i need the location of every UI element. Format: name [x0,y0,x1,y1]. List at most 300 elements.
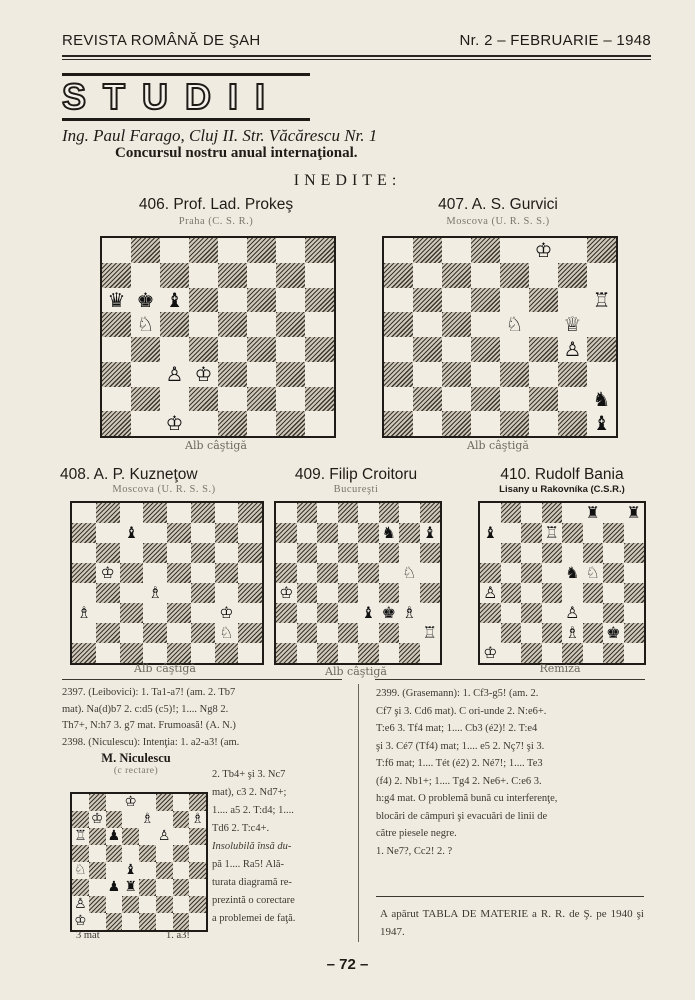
correction-caption-right: 1. a3! [166,930,190,941]
journal-title: REVISTA ROMÂNĂ DE ŞAH [62,32,261,49]
white-knight-g2: ♘ [215,623,239,643]
light-square [167,503,191,523]
light-square [317,623,338,643]
dark-square [384,362,413,387]
light-square [156,879,173,896]
dark-square [338,623,359,643]
light-square [102,337,131,362]
black-knight-f7: ♞ [379,523,400,543]
light-square [562,543,583,563]
dark-square [603,523,624,543]
dark-square [89,794,106,811]
dark-square [379,623,400,643]
dark-square [413,238,442,263]
dark-square [156,862,173,879]
dark-square [529,387,558,412]
light-square [143,523,167,543]
dark-square [191,543,215,563]
light-square [120,623,144,643]
dark-square [583,623,604,643]
black-rook-f8: ♜ [583,503,604,523]
light-square [501,603,522,623]
dark-square [500,411,529,436]
study-409-caption: Alb câştigă [325,665,387,678]
dark-square [238,583,262,603]
chess-board-410 [478,501,646,665]
dark-square [131,337,160,362]
light-square [583,643,604,663]
light-square [173,794,190,811]
light-square [471,312,500,337]
dark-square [96,583,120,603]
right-rule [375,679,645,680]
light-square [338,523,359,543]
dark-square [317,563,338,583]
dark-square [106,811,123,828]
dark-square [247,288,276,313]
light-square [238,603,262,623]
white-pawn-a2: ♙ [72,896,89,913]
chess-board-407 [382,236,618,438]
correction-caption-left: 3 mat [76,930,100,941]
light-square [529,411,558,436]
white-rook-h2: ♖ [420,623,441,643]
dark-square [218,312,247,337]
dark-square [603,563,624,583]
dark-square [603,643,624,663]
white-king-b7: ♔ [89,811,106,828]
dark-square [305,238,334,263]
white-king-a4: ♔ [276,583,297,603]
dark-square [338,503,359,523]
dark-square [297,583,318,603]
black-bishop-c7: ♝ [120,523,144,543]
light-square [384,238,413,263]
dark-square [420,543,441,563]
light-square [501,523,522,543]
black-knight-h2: ♞ [587,387,616,412]
dark-square [276,643,297,663]
light-square [500,337,529,362]
dark-square [384,411,413,436]
study-407-title: 407. A. S. Gurvici [438,196,558,213]
light-square [89,845,106,862]
light-square [624,603,645,623]
light-square [189,411,218,436]
white-knight-g5: ♘ [399,563,420,583]
dark-square [562,643,583,663]
light-square [542,603,563,623]
black-knight-e5: ♞ [562,563,583,583]
dark-square [338,543,359,563]
dark-square [72,811,89,828]
dark-square [189,862,206,879]
light-square [624,563,645,583]
dark-square [420,503,441,523]
white-bishop-e7: ♗ [139,811,156,828]
dark-square [500,263,529,288]
light-square [442,288,471,313]
dark-square [558,263,587,288]
dark-square [317,603,338,623]
dark-square [501,583,522,603]
light-square [384,337,413,362]
light-square [276,543,297,563]
dark-square [603,603,624,623]
light-square [167,623,191,643]
light-square [379,643,400,663]
light-square [384,288,413,313]
dark-square [156,896,173,913]
white-bishop-g3: ♗ [399,603,420,623]
white-king-a1: ♔ [72,913,89,930]
light-square [139,828,156,845]
light-square [317,583,338,603]
dark-square [358,643,379,663]
light-square [603,583,624,603]
dark-square [471,288,500,313]
light-square [399,503,420,523]
dark-square [501,503,522,523]
table-of-contents-notice: A apărut TABLA DE MATERIE a R. R. de Ş. pe 1940 şi 1947. [380,908,644,938]
light-square [106,862,123,879]
dark-square [297,503,318,523]
solution-line: 2399. (Grasemann): 1. Cf3-g5! (am. 2. [376,688,539,699]
solution-line: Td6 2. T:c4+. [212,823,270,834]
dark-square [276,312,305,337]
solutions-right [376,685,646,860]
chess-board-correction [70,792,208,932]
black-bishop-h7: ♝ [420,523,441,543]
light-square [480,503,501,523]
dark-square [276,563,297,583]
solution-line: Cf7 şi 3. Cd6 mat). C ori-unde 2. N:e6+. [376,705,547,717]
white-pawn-a4: ♙ [480,583,501,603]
solution-line: mat), c3 2. Nd7+; [212,787,287,798]
section-title: STUDII [62,76,283,117]
column-divider [358,684,359,942]
light-square [189,845,206,862]
light-square [247,263,276,288]
black-bishop-a7: ♝ [480,523,501,543]
dark-square [562,523,583,543]
light-square [139,862,156,879]
dark-square [238,543,262,563]
white-pawn-e3: ♙ [562,603,583,623]
solution-line: blocări de câmpuri şi evacuări de linii de [376,810,548,822]
dark-square [442,362,471,387]
study-408-location: Moscova (U. R. S. S.) [112,484,216,495]
dark-square [500,362,529,387]
light-square [131,263,160,288]
left-rule [62,679,342,680]
dark-square [379,583,400,603]
black-bishop-d4: ♝ [122,862,139,879]
dark-square [173,845,190,862]
solution-line: pă 1.... Ra5! Ală- [212,859,285,870]
light-square [501,643,522,663]
light-square [276,238,305,263]
light-square [480,623,501,643]
light-square [500,387,529,412]
chess-board-408 [70,501,264,665]
dark-square [442,263,471,288]
dark-square [173,879,190,896]
dark-square [276,362,305,387]
light-square [603,543,624,563]
dark-square [96,543,120,563]
light-square [189,312,218,337]
white-knight-f5: ♘ [583,563,604,583]
light-square [399,583,420,603]
solution-line: 1.... a5 2. T:d4; 1.... [212,805,294,816]
light-square [379,563,400,583]
dark-square [89,896,106,913]
light-square [156,845,173,862]
light-square [442,238,471,263]
light-square [305,362,334,387]
solution-line: Insolubilă însă du- [212,841,292,852]
light-square [120,543,144,563]
solution-line: 2. Tb4+ şi 3. Nc7 [212,769,286,780]
dark-square [189,828,206,845]
dark-square [120,603,144,623]
light-square [624,643,645,663]
white-king-a1: ♔ [480,643,501,663]
dark-square [384,263,413,288]
white-bishop-d4: ♗ [143,583,167,603]
light-square [72,794,89,811]
light-square [529,263,558,288]
dark-square [189,288,218,313]
dark-square [72,879,89,896]
light-square [156,811,173,828]
header-rule-thin [62,59,651,60]
black-queen-a6: ♛ [102,288,131,313]
light-square [542,643,563,663]
dark-square [442,312,471,337]
dark-square [587,238,616,263]
light-square [562,583,583,603]
light-square [358,503,379,523]
light-square [247,312,276,337]
light-square [521,583,542,603]
light-square [413,362,442,387]
light-square [442,337,471,362]
white-rook-h6: ♖ [587,288,616,313]
dark-square [191,503,215,523]
notice-rule [376,896,644,897]
dark-square [139,845,156,862]
dark-square [442,411,471,436]
light-square [358,623,379,643]
black-king-g2: ♚ [603,623,624,643]
light-square [384,387,413,412]
dark-square [72,643,96,663]
white-king-b5: ♔ [96,563,120,583]
solution-line: Th7+, N:h7 3. g7 mat. Frumoasă! (A. N.) [62,720,236,731]
dark-square [317,643,338,663]
dark-square [338,583,359,603]
dark-square [191,623,215,643]
light-square [297,563,318,583]
light-square [167,583,191,603]
light-square [72,503,96,523]
dark-square [173,811,190,828]
study-406-location: Praha (C. S. R.) [178,216,254,227]
light-square [143,643,167,663]
solution-line: h:g4 mat. O problemă bună cu interferenţe, [376,793,558,804]
light-square [420,603,441,623]
dark-square [521,523,542,543]
study-410-title: 410. Rudolf Bania [500,466,624,483]
solutions-left [62,685,347,751]
light-square [218,238,247,263]
header-rule [62,55,651,57]
light-square [191,643,215,663]
dark-square [297,543,318,563]
dark-square [305,288,334,313]
white-bishop-h7: ♗ [189,811,206,828]
dark-square [160,263,189,288]
light-square [218,288,247,313]
black-rook-h8: ♜ [624,503,645,523]
dark-square [160,312,189,337]
light-square [413,312,442,337]
light-square [189,879,206,896]
solution-line: (f4) 2. Nb1+; 1.... Tg4 2. Ne6+. C:e6 3. [376,775,542,787]
light-square [297,523,318,543]
dark-square [305,337,334,362]
dark-square [72,523,96,543]
solution-line: 1. Ne7?, Cc2! 2. ? [376,845,453,857]
dark-square [167,523,191,543]
light-square [358,583,379,603]
dark-square [120,563,144,583]
dark-square [131,238,160,263]
light-square [399,623,420,643]
light-square [72,543,96,563]
dark-square [72,845,89,862]
dark-square [471,238,500,263]
correction-title: M. Niculescu [101,751,171,765]
light-square [558,288,587,313]
dark-square [131,387,160,412]
dark-square [106,913,123,930]
light-square [521,503,542,523]
dark-square [167,603,191,623]
editor-line: Ing. Paul Farago, Cluj II. Str. Văcărescu Nr. 1 [62,126,378,145]
dark-square [399,523,420,543]
light-square [96,603,120,623]
light-square [471,411,500,436]
light-square [338,603,359,623]
dark-square [501,623,522,643]
light-square [160,238,189,263]
study-407-location: Moscova (U. R. S. S.) [446,216,550,227]
solution-line: mat). Na(d)b7 2. c:d5 (c5)!; 1.... Ng8 2. [62,703,229,715]
dark-square [167,643,191,663]
dark-square [122,896,139,913]
black-bishop-e3: ♝ [358,603,379,623]
study-406-caption: Alb câştigă [185,439,247,452]
dark-square [102,263,131,288]
white-king-f8: ♔ [529,238,558,263]
light-square [238,563,262,583]
light-square [442,387,471,412]
light-square [173,862,190,879]
dark-square [102,362,131,387]
black-bishop-h1: ♝ [587,411,616,436]
dark-square [102,312,131,337]
white-pawn-c3: ♙ [160,362,189,387]
light-square [238,643,262,663]
dark-square [276,411,305,436]
white-king-g3: ♔ [215,603,239,623]
solution-line: a problemei de faţă. [212,913,296,924]
dark-square [102,411,131,436]
dark-square [189,794,206,811]
white-king-d3: ♔ [189,362,218,387]
dark-square [379,503,400,523]
dark-square [501,543,522,563]
light-square [276,623,297,643]
light-square [215,543,239,563]
light-square [247,411,276,436]
light-square [106,794,123,811]
chess-board-406 [100,236,336,438]
light-square [122,913,139,930]
solution-line: 2398. (Niculescu): Intenţia: 1. a2-a3! (am. [62,736,240,748]
solution-line: 2397. (Leibovici): 1. Ta1-a7! (am. 2. Tb7 [62,687,236,698]
dark-square [238,623,262,643]
dark-square [89,862,106,879]
study-406-title: 406. Prof. Lad. Prokeş [138,196,294,213]
light-square [358,543,379,563]
dark-square [215,563,239,583]
dark-square [542,583,563,603]
dark-square [358,563,379,583]
dark-square [143,543,167,563]
light-square [122,845,139,862]
dark-square [143,503,167,523]
dark-square [96,503,120,523]
light-square [521,623,542,643]
light-square [96,643,120,663]
dark-square [189,387,218,412]
dark-square [218,263,247,288]
dark-square [413,288,442,313]
light-square [542,563,563,583]
dark-square [471,337,500,362]
light-square [297,643,318,663]
light-square [603,503,624,523]
dark-square [120,643,144,663]
light-square [215,583,239,603]
light-square [305,263,334,288]
light-square [173,828,190,845]
dark-square [189,896,206,913]
light-square [143,563,167,583]
dark-square [480,563,501,583]
light-square [305,411,334,436]
light-square [587,263,616,288]
light-square [276,288,305,313]
dark-square [247,387,276,412]
light-square [189,263,218,288]
dark-square [420,583,441,603]
solution-line: T:f6 mat; 1.... Tét (é2) 2. Né7!; 1.... Te3 [376,758,543,769]
